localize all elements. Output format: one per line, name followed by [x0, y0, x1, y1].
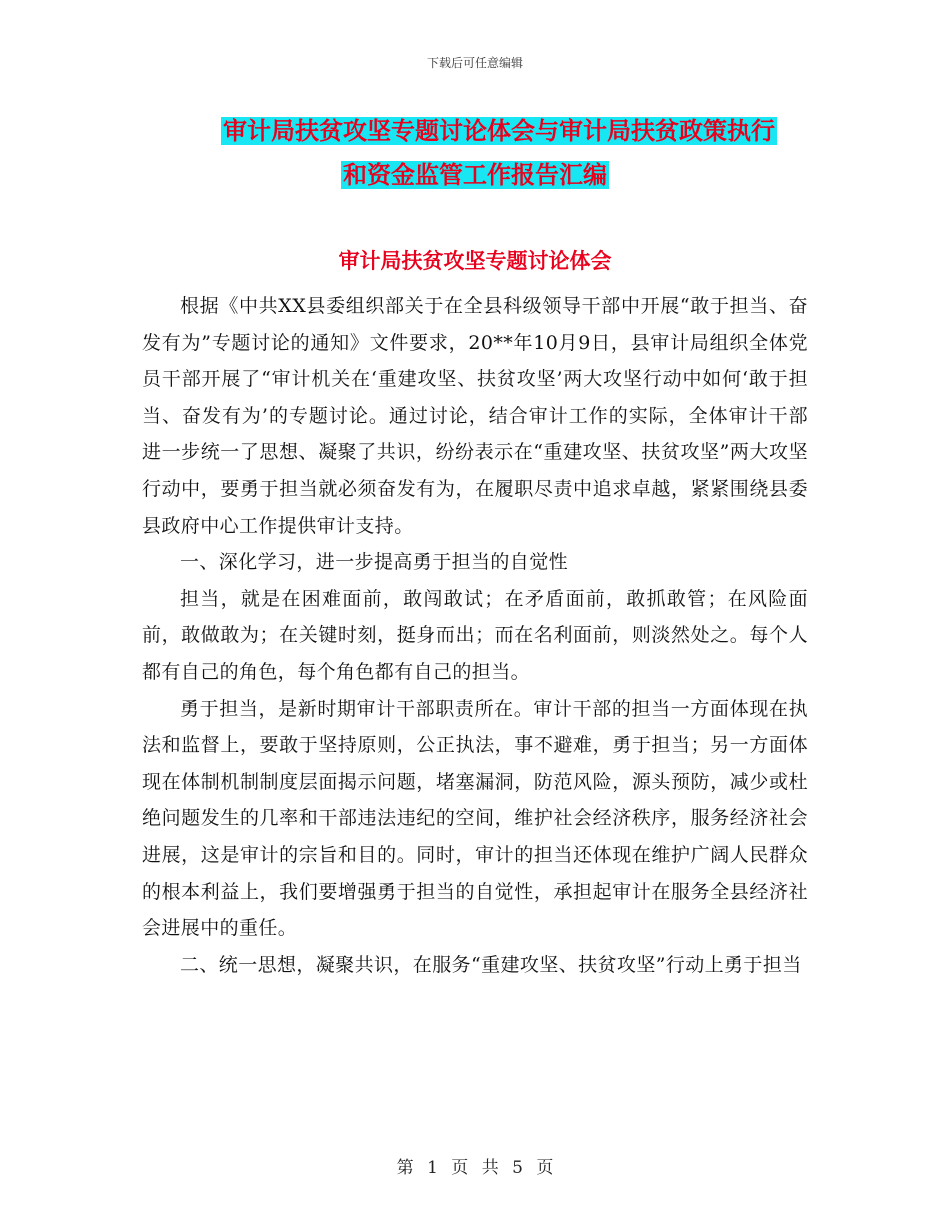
document-title-line-2 — [0, 155, 950, 195]
page-header-note: 下载后可任意编辑 — [426, 56, 523, 70]
paragraph-heading-1: 一、深化学习，进一步提高勇于担当的自觉性 — [180, 551, 569, 574]
paragraph-intro: 根据《中共XX县委组织部关于在全县科级领导干部中开展“敢于担当、奋发有为”专题讨论的通知》文件要求，20**年10月9日，县审计局组织全体党员干部开展了“审计机关在‘重建攻坚、扶贫攻坚’两大攻坚行动中如何‘敢于担当、奋发有为’的专题讨论。通过讨论，结合审计工作的实际，全体审计干部进一步统一了思想、凝聚了共识，纷纷表示在“重建攻坚、扶贫攻坚”两大攻坚行动中，要勇于担当就必须奋发有为，在履职尽责中追求卓越，紧紧围绕县委县政府中心工作提供审计支持。 — [142, 295, 808, 537]
paragraph-duty: 勇于担当，是新时期审计干部职责所在。审计干部的担当一方面体现在执法和监督上，要敢于坚持原则，公正执法，事不避难，勇于担当；另一方面体现在体制机制制度层面揭示问题，堵塞漏洞，防范风险，源头预防，减少或杜绝问题发生的几率和干部违法违纪的空间，维护社会经济秩序，服务经济社会进展，这是审计的宗旨和目的。同时，审计的担当还体现在维护广阔人民群众的根本利益上，我们要增强勇于担当的自觉性，承担起审计在服务全县经济社会进展中的重任。 — [142, 697, 808, 940]
document-title-line-1-text: 审计局扶贫攻坚专题讨论体会与审计局扶贫政策执行 — [223, 117, 775, 145]
page-number-footer: 第 1 页 共 5 页 — [396, 1158, 554, 1178]
document-body — [142, 288, 808, 983]
section-title: 审计局扶贫攻坚专题讨论体会 — [338, 249, 612, 273]
paragraph-heading-2: 二、统一思想，凝聚共识，在服务“重建攻坚、扶贫攻坚”行动上勇于担当 — [180, 953, 802, 976]
document-title-line-2-text: 和资金监管工作报告汇编 — [343, 161, 607, 189]
document-title-line-1 — [0, 111, 950, 151]
paragraph-responsibility: 担当，就是在困难面前，敢闯敢试；在矛盾面前，敢抓敢管；在风险面前，敢做敢为；在关键时刻，挺身而出；而在名利面前，则淡然处之。每个人都有自己的角色，每个角色都有自己的担当。 — [142, 587, 808, 683]
